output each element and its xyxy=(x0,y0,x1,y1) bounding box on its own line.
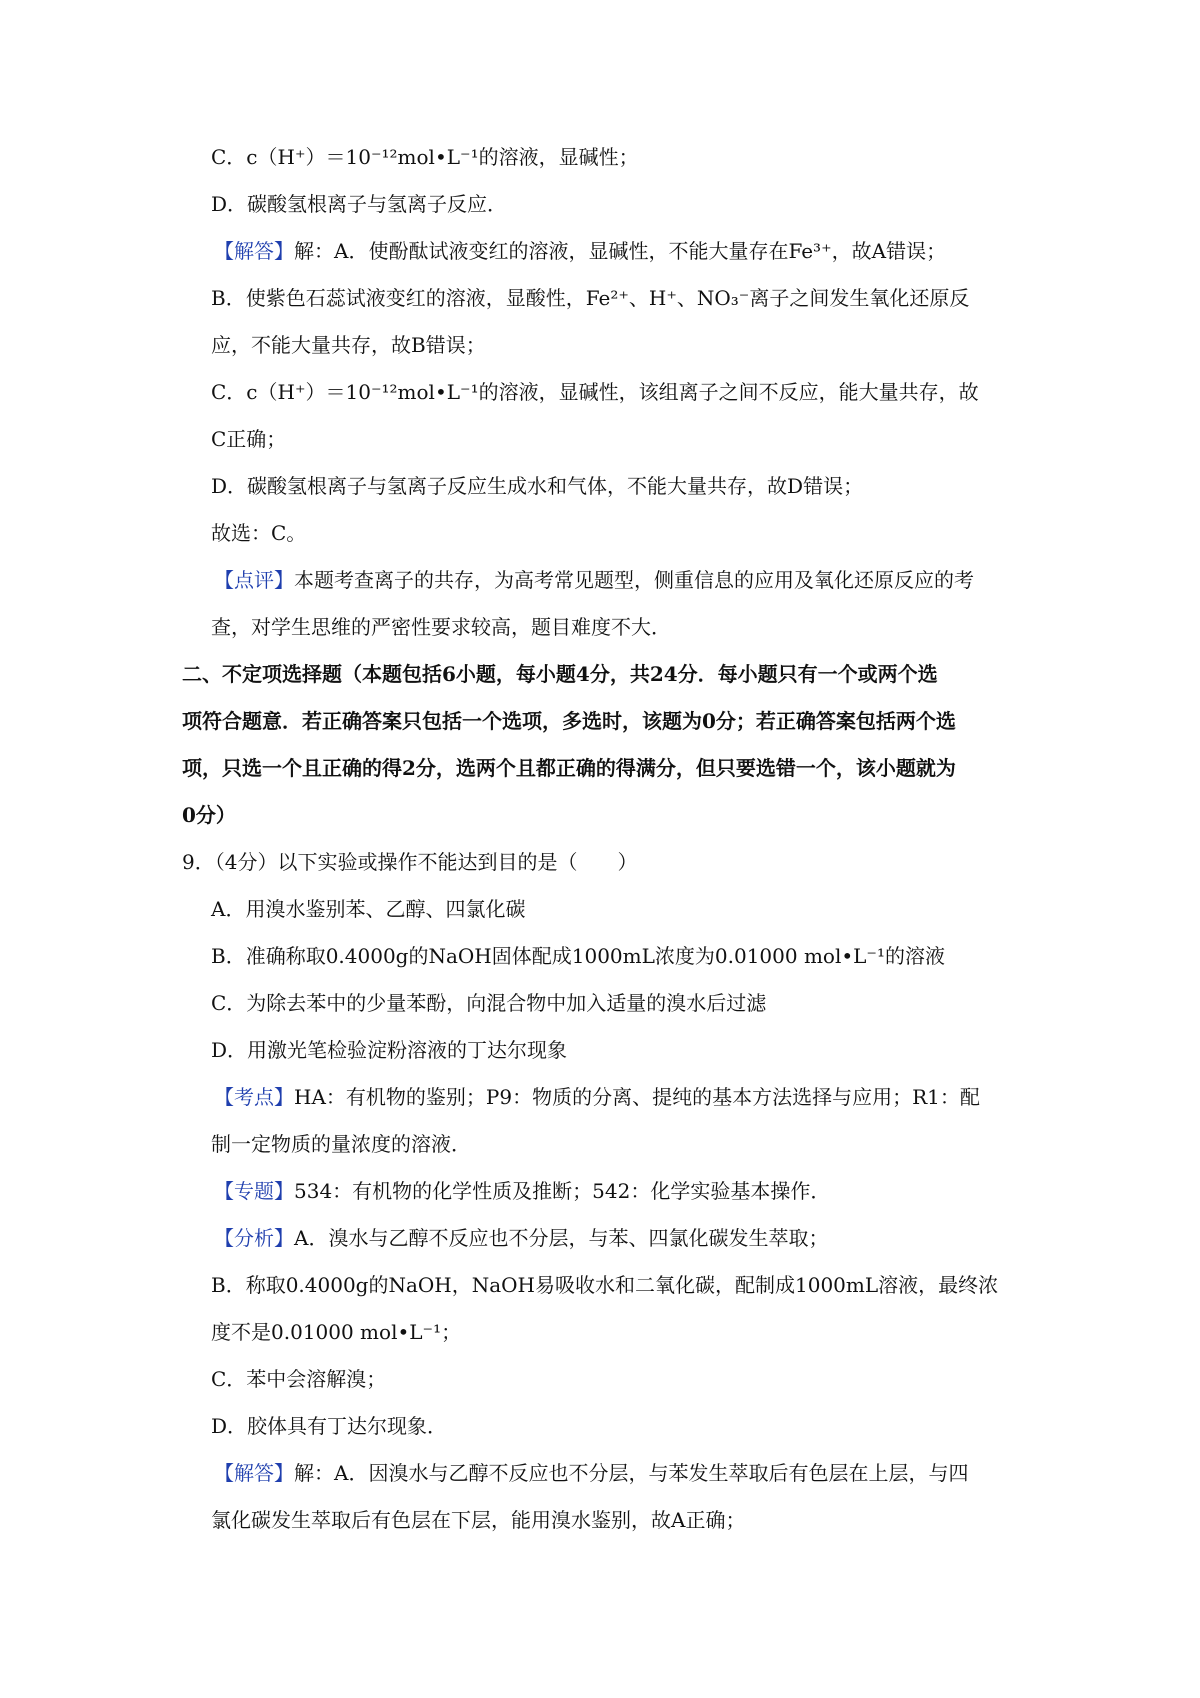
text-line: 查，对学生思维的严密性要求较高，题目难度不大． xyxy=(211,615,671,639)
text-line: B．称取0.4000g的NaOH，NaOH易吸收水和二氧化碳，配制成1000mL溶液，最终浓 xyxy=(211,1273,999,1297)
text-line: 氯化碳发生萃取后有色层在下层，能用溴水鉴别，故A正确； xyxy=(211,1508,746,1532)
section-heading-line: 项，只选一个且正确的得2分，选两个且都正确的得满分，但只要选错一个，该小题就为 xyxy=(182,756,956,780)
text-line xyxy=(214,1459,968,1487)
section-heading-line: 项符合题意．若正确答案只包括一个选项，多选时，该题为0分；若正确答案包括两个选 xyxy=(182,709,956,733)
section-heading-line: 二、不定项选择题（本题包括6小题，每小题4分，共24分．每小题只有一个或两个选 xyxy=(182,662,938,686)
comment-tag: 【点评】 xyxy=(214,568,294,592)
text-line xyxy=(214,566,974,594)
analysis-tag: 【分析】 xyxy=(214,1226,294,1250)
answer-text: 解：A．因溴水与乙醇不反应也不分层，与苯发生萃取后有色层在上层，与四 xyxy=(294,1461,969,1485)
answer-text: 解：A．使酚酞试液变红的溶液，显碱性，不能大量存在Fe³⁺，故A错误； xyxy=(294,239,947,263)
section-heading-line: 0分） xyxy=(182,803,236,827)
topic-tag: 【考点】 xyxy=(214,1085,294,1109)
option-b: B．准确称取0.4000g的NaOH固体配成1000mL浓度为0.01000 mol•L⁻¹的溶液 xyxy=(211,944,946,968)
text-line xyxy=(214,1177,830,1205)
text-line: C．苯中会溶解溴； xyxy=(211,1367,387,1391)
text-line: C正确； xyxy=(211,427,287,451)
text-line: D．胶体具有丁达尔现象． xyxy=(211,1414,448,1438)
analysis-text: A．溴水与乙醇不反应也不分层，与苯、四氯化碳发生萃取； xyxy=(294,1226,829,1250)
text-line: D．碳酸氢根离子与氢离子反应． xyxy=(211,192,508,216)
text-line: C．c（H⁺）＝10⁻¹²mol•L⁻¹的溶液，显碱性，该组离子之间不反应，能大量共存，故 xyxy=(211,380,979,404)
topic-text: HA：有机物的鉴别；P9：物质的分离、提纯的基本方法选择与应用；R1：配 xyxy=(294,1085,980,1109)
text-line: C．c（H⁺）＝10⁻¹²mol•L⁻¹的溶液，显碱性； xyxy=(211,145,639,169)
answer-tag: 【解答】 xyxy=(214,1461,294,1485)
text-line xyxy=(214,1224,828,1252)
option-c: C．为除去苯中的少量苯酚，向混合物中加入适量的溴水后过滤 xyxy=(211,991,767,1015)
answer-tag: 【解答】 xyxy=(214,239,294,263)
text-line: 故选：C。 xyxy=(211,521,307,545)
text-line: D．碳酸氢根离子与氢离子反应生成水和气体，不能大量共存，故D错误； xyxy=(211,474,864,498)
subject-tag: 【专题】 xyxy=(214,1179,294,1203)
text-line xyxy=(214,237,946,265)
text-line: 制一定物质的量浓度的溶液． xyxy=(211,1132,471,1156)
text-line xyxy=(214,1083,980,1111)
comment-text: 本题考查离子的共存，为高考常见题型，侧重信息的应用及氧化还原反应的考 xyxy=(294,568,974,592)
question-9: 9．（4分）以下实验或操作不能达到目的是（ ） xyxy=(182,850,638,874)
option-a: A．用溴水鉴别苯、乙醇、四氯化碳 xyxy=(211,897,526,921)
subject-text: 534：有机物的化学性质及推断；542：化学实验基本操作． xyxy=(294,1179,831,1203)
text-line: 应，不能大量共存，故B错误； xyxy=(211,333,486,357)
text-line: 度不是0.01000 mol•L⁻¹； xyxy=(211,1320,462,1344)
text-line: B．使紫色石蕊试液变红的溶液，显酸性，Fe²⁺、H⁺、NO₃⁻离子之间发生氧化还原反 xyxy=(211,286,970,310)
option-d: D．用激光笔检验淀粉溶液的丁达尔现象 xyxy=(211,1038,568,1062)
